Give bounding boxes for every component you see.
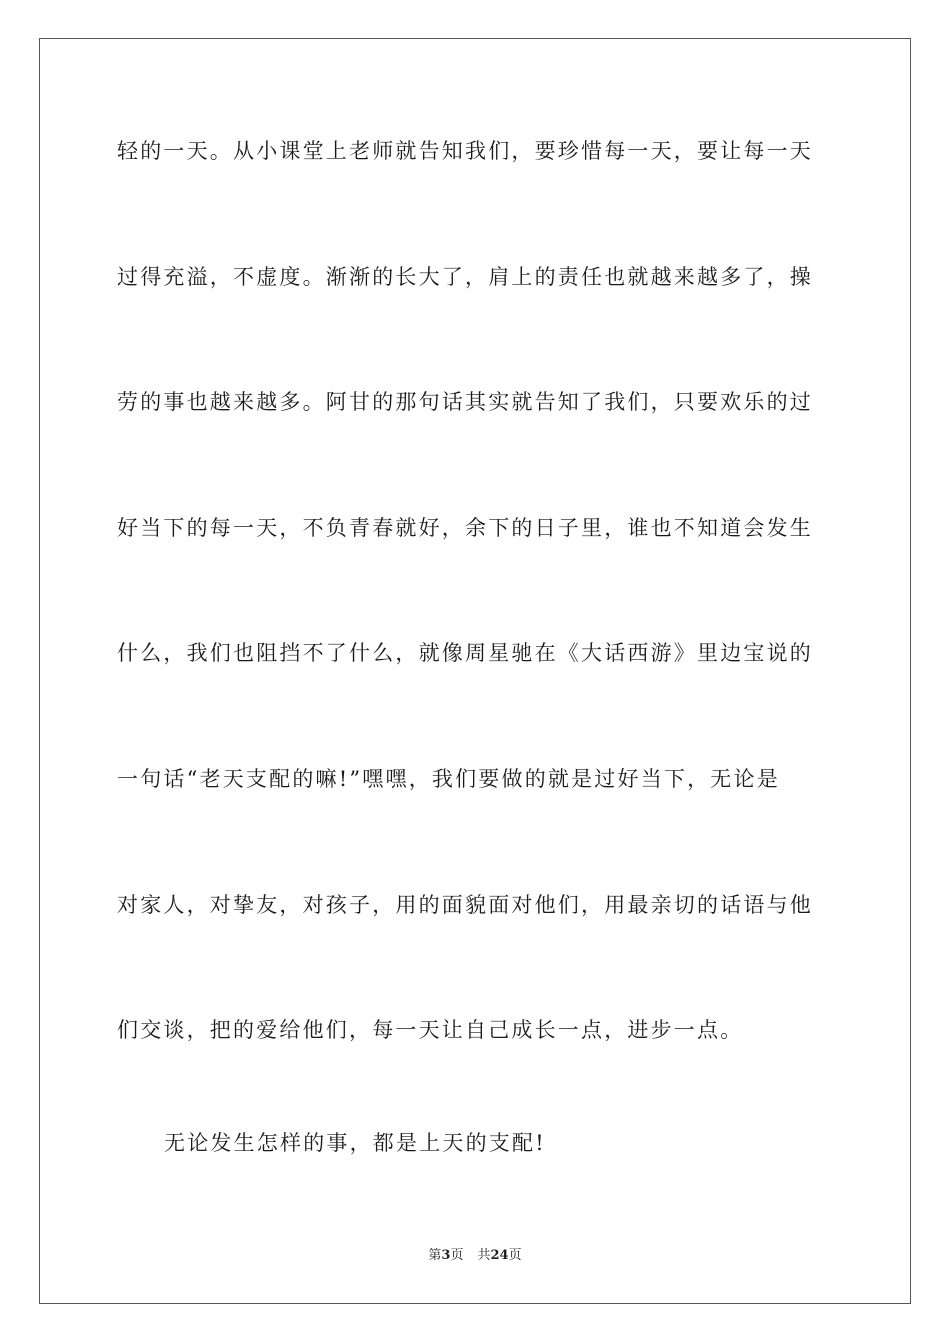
text-line-1: 轻的一天。从小课堂上老师就告知我们，要珍惜每一天，要让每一天	[117, 139, 813, 163]
text-line-4: 好当下的每一天，不负青春就好，余下的日子里，谁也不知道会发生	[117, 515, 813, 540]
page-current: 3	[441, 1248, 451, 1263]
text-line-6: 一句话“老天支配的嘛!”嘿嘿，我们要做的就是过好当下，无论是	[117, 766, 780, 791]
total-suffix: 页	[508, 1248, 522, 1263]
text-line-3: 劳的事也越来越多。阿甘的那句话其实就告知了我们，只要欢乐的过	[117, 390, 813, 415]
page-prefix: 第	[428, 1248, 442, 1263]
page-suffix: 页	[450, 1248, 464, 1263]
text-line-5: 什么，我们也阻挡不了什么，就像周星驰在《大话西游》里边宝说的	[117, 641, 813, 666]
text-line-2: 过得充溢，不虚度。渐渐的长大了，肩上的责任也就越来越多了，操	[117, 264, 813, 289]
paragraph-2: 无论发生怎样的事，都是上天的支配!	[164, 1131, 546, 1155]
page-total: 24	[490, 1248, 509, 1263]
text-line-7: 对家人，对挚友，对孩子，用的面貌面对他们，用最亲切的话语与他	[117, 892, 813, 917]
paragraph-1	[117, 128, 833, 1133]
total-prefix: 共	[477, 1248, 491, 1263]
text-line-8: 们交谈，把的爱给他们，每一天让自己成长一点，进步一点。	[117, 1018, 744, 1043]
page-footer	[0, 1247, 950, 1265]
